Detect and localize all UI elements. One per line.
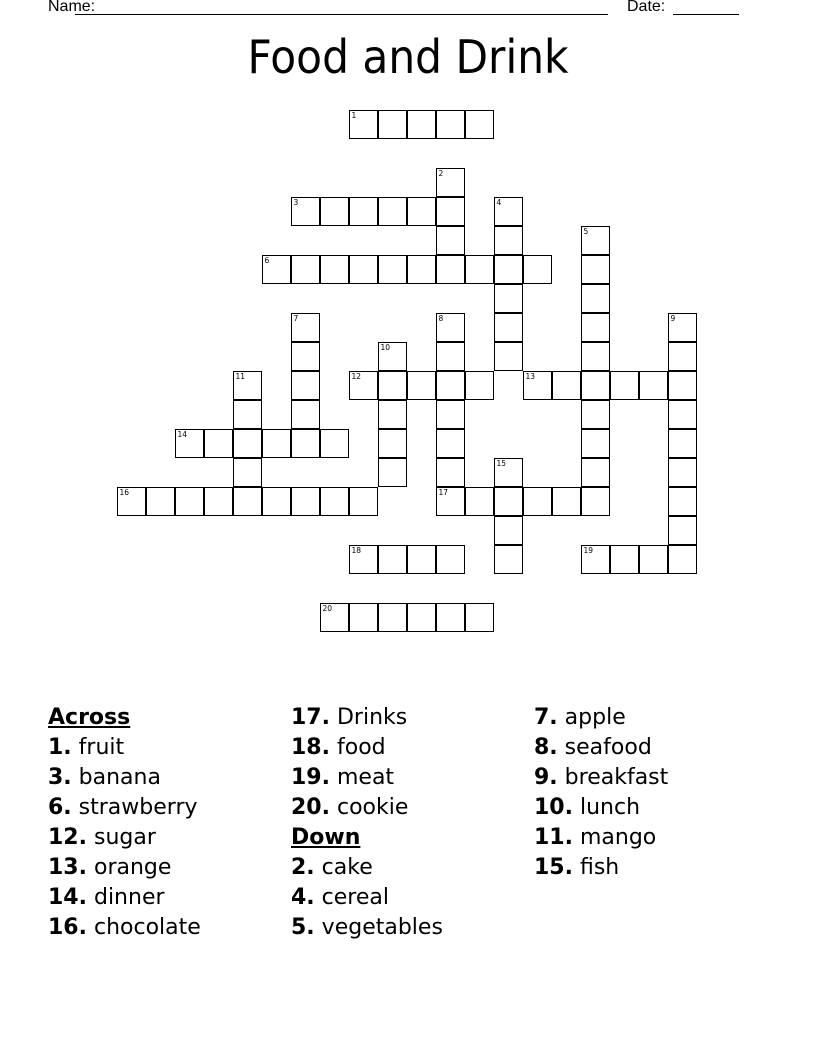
crossword-cell[interactable] [668, 487, 697, 516]
crossword-cell[interactable] [233, 458, 262, 487]
crossword-cell[interactable] [436, 545, 465, 574]
crossword-cell[interactable] [349, 603, 378, 632]
across-heading: Across [48, 705, 131, 730]
clue-across-12: 12. sugar [48, 825, 156, 850]
crossword-cell[interactable] [523, 255, 552, 284]
cell-number: 7 [293, 313, 299, 323]
cell-number: 1 [351, 110, 357, 120]
cell-number: 20 [322, 603, 333, 613]
crossword-cell[interactable] [262, 487, 291, 516]
crossword-cell[interactable] [523, 487, 552, 516]
crossword-cell[interactable] [552, 371, 581, 400]
clue-down-15: 15. fish [534, 855, 620, 880]
crossword-cell[interactable] [320, 603, 349, 632]
crossword-cell[interactable] [639, 371, 668, 400]
page-title: Food and Drink [247, 30, 569, 84]
crossword-cell[interactable] [494, 487, 523, 516]
clue-across-3: 3. banana [48, 765, 161, 790]
crossword-cell[interactable] [581, 400, 610, 429]
crossword-cell[interactable] [291, 371, 320, 400]
crossword-cell[interactable] [436, 487, 465, 516]
crossword-cell[interactable] [233, 371, 262, 400]
crossword-cell[interactable] [320, 255, 349, 284]
crossword-cell[interactable] [494, 342, 523, 371]
crossword-cell[interactable] [581, 342, 610, 371]
crossword-cell[interactable] [668, 400, 697, 429]
cell-number: 14 [177, 429, 188, 439]
crossword-cell[interactable] [378, 371, 407, 400]
crossword-cell[interactable] [436, 458, 465, 487]
clues-column-1 [48, 703, 201, 943]
crossword-cell[interactable] [494, 516, 523, 545]
crossword-cell[interactable] [378, 458, 407, 487]
clue-across-13: 13. orange [48, 855, 172, 880]
crossword-cell[interactable] [581, 313, 610, 342]
cell-number: 12 [351, 371, 362, 381]
crossword-cell[interactable] [291, 342, 320, 371]
crossword-cell[interactable] [494, 458, 523, 487]
crossword-cell[interactable] [291, 400, 320, 429]
crossword-cell[interactable] [668, 371, 697, 400]
crossword-cell[interactable] [262, 255, 291, 284]
crossword-cell[interactable] [378, 197, 407, 226]
crossword-cell[interactable] [436, 342, 465, 371]
crossword-cell[interactable] [175, 429, 204, 458]
clue-across-18: 18. food [291, 735, 386, 760]
cell-number: 15 [496, 458, 507, 468]
crossword-cell[interactable] [581, 371, 610, 400]
crossword-cell[interactable] [407, 371, 436, 400]
cell-number: 18 [351, 545, 362, 555]
crossword-cell[interactable] [233, 400, 262, 429]
cell-number: 19 [583, 545, 594, 555]
crossword-cell[interactable] [581, 284, 610, 313]
crossword-cell[interactable] [291, 429, 320, 458]
crossword-cell[interactable] [581, 255, 610, 284]
clue-down-10: 10. lunch [534, 795, 641, 820]
crossword-cell[interactable] [320, 487, 349, 516]
crossword-cell[interactable] [581, 226, 610, 255]
crossword-cell[interactable] [668, 342, 697, 371]
crossword-cell[interactable] [233, 429, 262, 458]
crossword-cell[interactable] [378, 429, 407, 458]
crossword-cell[interactable] [378, 110, 407, 139]
crossword-cell[interactable] [436, 255, 465, 284]
crossword-cell[interactable] [581, 429, 610, 458]
crossword-cell[interactable] [436, 197, 465, 226]
crossword-cell[interactable] [465, 603, 494, 632]
crossword-cell[interactable] [436, 313, 465, 342]
clue-down-2: 2. cake [291, 855, 373, 880]
cell-number: 13 [525, 371, 536, 381]
cell-number: 11 [235, 371, 246, 381]
clue-across-17: 17. Drinks [291, 705, 408, 730]
crossword-cell[interactable] [175, 487, 204, 516]
crossword-cell[interactable] [436, 110, 465, 139]
crossword-cell[interactable] [320, 197, 349, 226]
crossword-cell[interactable] [378, 603, 407, 632]
cell-number: 6 [264, 255, 270, 265]
crossword-cell[interactable] [117, 487, 146, 516]
crossword-cell[interactable] [349, 197, 378, 226]
crossword-cell[interactable] [436, 168, 465, 197]
crossword-cell[interactable] [262, 429, 291, 458]
crossword-cell[interactable] [494, 313, 523, 342]
crossword-cell[interactable] [581, 458, 610, 487]
crossword-cell[interactable] [639, 545, 668, 574]
clue-across-19: 19. meat [291, 765, 395, 790]
crossword-cell[interactable] [494, 284, 523, 313]
down-heading: Down [291, 825, 361, 850]
crossword-cell[interactable] [291, 197, 320, 226]
crossword-cell[interactable] [610, 371, 639, 400]
crossword-cell[interactable] [291, 487, 320, 516]
clues-column-3 [534, 703, 668, 883]
crossword-cell[interactable] [378, 400, 407, 429]
crossword-cell[interactable] [465, 371, 494, 400]
clues-column-2 [291, 703, 443, 943]
crossword-cell[interactable] [494, 545, 523, 574]
crossword-cell[interactable] [668, 458, 697, 487]
crossword-cell[interactable] [204, 487, 233, 516]
crossword-cell[interactable] [349, 545, 378, 574]
crossword-cell[interactable] [291, 313, 320, 342]
crossword-cell[interactable] [523, 371, 552, 400]
crossword-cell[interactable] [436, 429, 465, 458]
crossword-cell[interactable] [436, 603, 465, 632]
crossword-cell[interactable] [668, 313, 697, 342]
crossword-cell[interactable] [349, 487, 378, 516]
crossword-cell[interactable] [349, 255, 378, 284]
crossword-cell[interactable] [668, 429, 697, 458]
clue-across-20: 20. cookie [291, 795, 409, 820]
clue-across-6: 6. strawberry [48, 795, 198, 820]
clue-down-8: 8. seafood [534, 735, 652, 760]
crossword-cell[interactable] [407, 255, 436, 284]
crossword-cell[interactable] [552, 487, 581, 516]
cell-number: 9 [670, 313, 676, 323]
clue-down-4: 4. cereal [291, 885, 389, 910]
crossword-cell[interactable] [465, 255, 494, 284]
clue-across-14: 14. dinner [48, 885, 165, 910]
crossword-cell[interactable] [204, 429, 233, 458]
crossword-cell[interactable] [436, 226, 465, 255]
crossword-cell[interactable] [494, 226, 523, 255]
crossword-cell[interactable] [465, 487, 494, 516]
crossword-cell[interactable] [494, 255, 523, 284]
crossword-cell[interactable] [349, 110, 378, 139]
name-label: Name: [48, 0, 96, 15]
cell-number: 17 [438, 487, 449, 497]
crossword-cell[interactable] [407, 110, 436, 139]
crossword-cell[interactable] [668, 545, 697, 574]
crossword-cell[interactable] [233, 487, 262, 516]
crossword-cell[interactable] [610, 545, 639, 574]
cell-number: 5 [583, 226, 589, 236]
crossword-cell[interactable] [668, 516, 697, 545]
date-label: Date: [627, 0, 666, 15]
crossword-cell[interactable] [436, 400, 465, 429]
clue-down-7: 7. apple [534, 705, 626, 730]
cell-number: 2 [438, 168, 444, 178]
crossword-cell[interactable] [407, 545, 436, 574]
crossword-cell[interactable] [378, 545, 407, 574]
crossword-cell[interactable] [378, 342, 407, 371]
crossword-cell[interactable] [378, 255, 407, 284]
cell-number: 3 [293, 197, 299, 207]
crossword-cell[interactable] [407, 603, 436, 632]
clue-across-1: 1. fruit [48, 735, 125, 760]
cell-number: 16 [119, 487, 130, 497]
clue-across-16: 16. chocolate [48, 915, 201, 940]
crossword-cell[interactable] [494, 197, 523, 226]
crossword-cell[interactable] [436, 371, 465, 400]
cell-number: 10 [380, 342, 391, 352]
clue-down-11: 11. mango [534, 825, 657, 850]
crossword-cell[interactable] [581, 545, 610, 574]
crossword-cell[interactable] [146, 487, 175, 516]
crossword-cell[interactable] [291, 255, 320, 284]
crossword-cell[interactable] [465, 110, 494, 139]
crossword-cell[interactable] [407, 197, 436, 226]
crossword-cell[interactable] [320, 429, 349, 458]
clue-down-9: 9. breakfast [534, 765, 669, 790]
clue-down-5: 5. vegetables [291, 915, 443, 940]
crossword-cell[interactable] [581, 487, 610, 516]
crossword-cell[interactable] [349, 371, 378, 400]
cell-number: 8 [438, 313, 444, 323]
cell-number: 4 [496, 197, 502, 207]
